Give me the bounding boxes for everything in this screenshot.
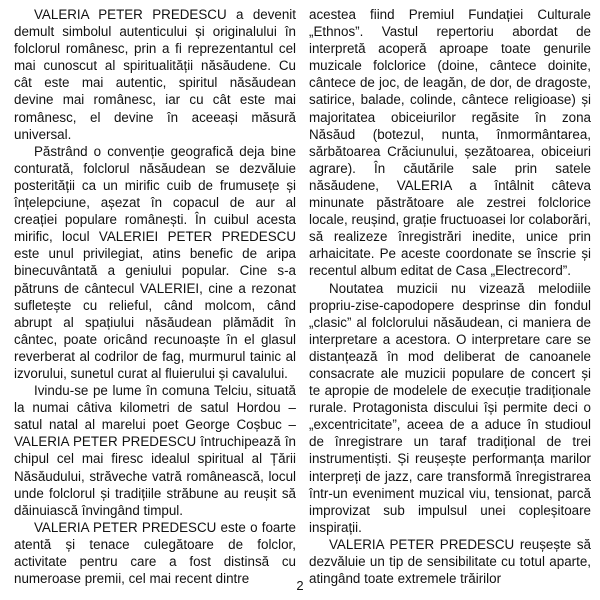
paragraph: Noutatea muzicii nu vizează melodiile propriu-zise-capodopere desprinse din fondul „clasic” al folclorului năsăudean, ci maniera de interpretare a acestora. O interpretare care se distanțează în mod deliberat de canoanele consacrate ale muzicii populare de concert și te apropie de modelele de execuție tradiționale rurale. Protagonista discului își permite deci o „excentricitate”, aceea de a aduce în studioul de înregistrare un taraf tradițional de trei instrumentiști. Și reușește performanța marilor interpreți de jazz, care transformă înregistrarea într-un eveniment muzical viu, tensionat, parcă improvizat sub impulsul unei copleșitoare inspirații. [309,280,591,535]
right-text-column [309,6,591,587]
paragraph: VALERIA PETER PREDESCU reușește să dezvăluie un tip de sensibilitate cu totul aparte, atingând toate extremele trăirilor [309,536,591,587]
left-text-column [14,6,296,587]
paragraph: VALERIA PETER PREDESCU a devenit demult simbolul autenticului și originalului în folclorul românesc, prin a fi reprezentantul cel mai cunoscut al spiritualității năsăudene. Cu cât este mai autentic, spiritul năsăudean devine mai românesc, iar cu cât este mai românesc, el devine în aceeași măsură universal. [14,7,296,142]
paragraph: Ivindu-se pe lume în comuna Telciu, situată la numai câtiva kilometri de satul Hordou – satul natal al marelui poet George Coșbuc – VALERIA PETER PREDESCU întruchipează în chipul cel mai firesc idealul spiritual al Țării Năsăudului, străveche vatră românească, locul unde folclorul și tradițiile străbune au reușit să dăinuiască învingând timpul. [14,383,296,518]
paragraph-continued: acestea fiind Premiul Fundației Culturale „Ethnos”. Vastul repertoriu abordat de interpretă acoperă aproape toate genurile muzicale folclorice (doine, cântece doinite, cântece de joc, de leagăn, de dor, de dragoste, satirice, balade, colinde, cântece religioase) și majoritatea obiceiurilor regăsite în zona Năsăud (botezul, nunta, înmormântarea, sărbătoarea Crăciunului, șezătoarea, obiceiuri agrare). În căutările sale prin satele năsăudene, VALERIA a întâlnit câteva minunate păstrătoare ale zestrei folclorice locale, reușind, grație fructuoasei lor colaborări, să realizeze înregistrări inedite, unice prin arhaicitate. Pe aceste coordonate se înscrie și recentul album editat de Casa „Electrecord”. [309,7,591,279]
paragraph: Păstrând o convenție geografică deja bine conturată, folclorul năsăudean se dezvăluie posterității ca un mirific cuib de frumusețe și înțelepciune, așezat în copacul de aur al creației populare românești. În cuibul acesta mirific, locul VALERIEI PETER PREDESCU este unul privilegiat, atins benefic de aripa binecuvântată a geniului popular. Cine s-a pătruns de cântecul VALERIEI, cine a rezonat sufletește cu relieful, când molcom, când abrupt al spațiului năsăudean plămădit în cântec, poate oricând recunoaște în el glasul reverberat al codrilor de fag, murmurul tainic al izvorului, sunetul curat al fluierului și cavalului. [14,143,296,381]
paragraph: VALERIA PETER PREDESCU este o foarte atentă și tenace culegătoare de folclor, activitate pentru care a fost distinsă cu numeroase premii, cel mai recent dintre [14,519,296,587]
page-number: 2 [296,578,304,593]
